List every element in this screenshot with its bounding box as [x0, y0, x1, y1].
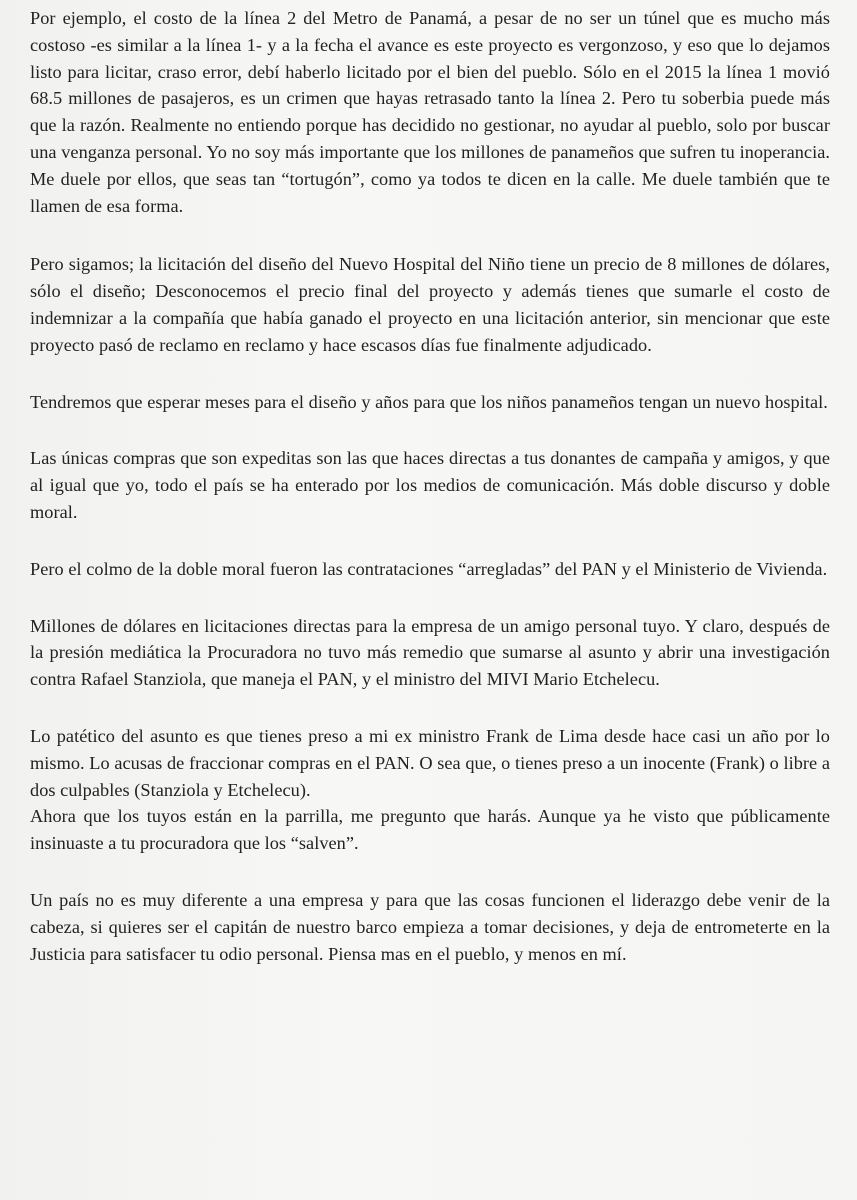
paragraph-hospital-del-nino: Pero sigamos; la licitación del diseño del Nuevo Hospital del Niño tiene un precio de 8 millones de dólares, sólo el diseño; Desconocemos el precio final del proyecto y además tienes que sumarle el costo de indemnizar a la compañía que había ganado el proyecto en una licitación anterior, sin mencionar que este proyecto pasó de reclamo en reclamo y hace escasos días fue finalmente adjudicado.: [30, 254, 830, 355]
paragraph-direct-purchases: Las únicas compras que son expeditas son las que haces directas a tus donantes de campaña y amigos, y que al igual que yo, todo el país se ha enterado por los medios de comunicación. Más doble discurso y doble moral.: [30, 448, 830, 522]
paragraph-country-as-company: Un país no es muy diferente a una empresa y para que las cosas funcionen el liderazgo debe venir de la cabeza, si quieres ser el capitán de nuestro barco empieza a tomar decisiones, y deja de entrometerte en la Justicia para satisfacer tu odio personal. Piensa mas en el pueblo, y menos en mí.: [30, 889, 830, 964]
paragraph-double-moral: Pero el colmo de la doble moral fueron las contrataciones “arregladas” del PAN y el Ministerio de Vivienda.: [30, 558, 828, 579]
paragraph-direct-tenders: Millones de dólares en licitaciones directas para la empresa de un amigo personal tuyo. Y claro, después de la presión mediática la Procuradora no tuvo más remedio que sumarse al asunto y abrir una investigación contra Rafael Stanziola, que maneja el PAN, y el ministro del MIVI Mario Etchelecu.: [30, 615, 830, 690]
paragraph-parrilla: Ahora que los tuyos están en la parrilla, me pregunto que harás. Aunque ya he visto que públicamente insinuaste a tu procuradora que los “salven”.: [30, 806, 830, 854]
paragraph-metro-line-2: Por ejemplo, el costo de la línea 2 del Metro de Panamá, a pesar de no ser un túnel que es mucho más costoso -es similar a la línea 1- y a la fecha el avance es este proyecto es vergonzoso, y eso que lo dejamos listo para licitar, craso error, debí haberlo licitado por el bien del pueblo. Sólo en el 2015 la línea 1 movió 68.5 millones de pasajeros, es un crimen que hayas retrasado tanto la línea 2. Pero tu soberbia puede más que la razón. Realmente no entiendo porque has decidido no gestionar, no ayudar al pueblo, solo por buscar una venganza personal. Yo no soy más importante que los millones de panameños que sufren tu inoperancia. Me duele por ellos, que seas tan “tortugón”, como ya todos te dicen en la calle. Me duele también que te llamen de esa forma.: [30, 8, 830, 216]
paragraph-new-hospital-wait: Tendremos que esperar meses para el diseño y años para que los niños panameños tengan un nuevo hospital.: [30, 391, 828, 412]
letter-body: [30, 5, 830, 967]
paragraph-frank-de-lima: Lo patético del asunto es que tienes preso a mi ex ministro Frank de Lima desde hace casi un año por lo mismo. Lo acusas de fraccionar compras en el PAN. O sea que, o tienes preso a un inocente (Frank) o libre a dos culpables (Stanziola y Etchelecu).: [30, 725, 830, 800]
